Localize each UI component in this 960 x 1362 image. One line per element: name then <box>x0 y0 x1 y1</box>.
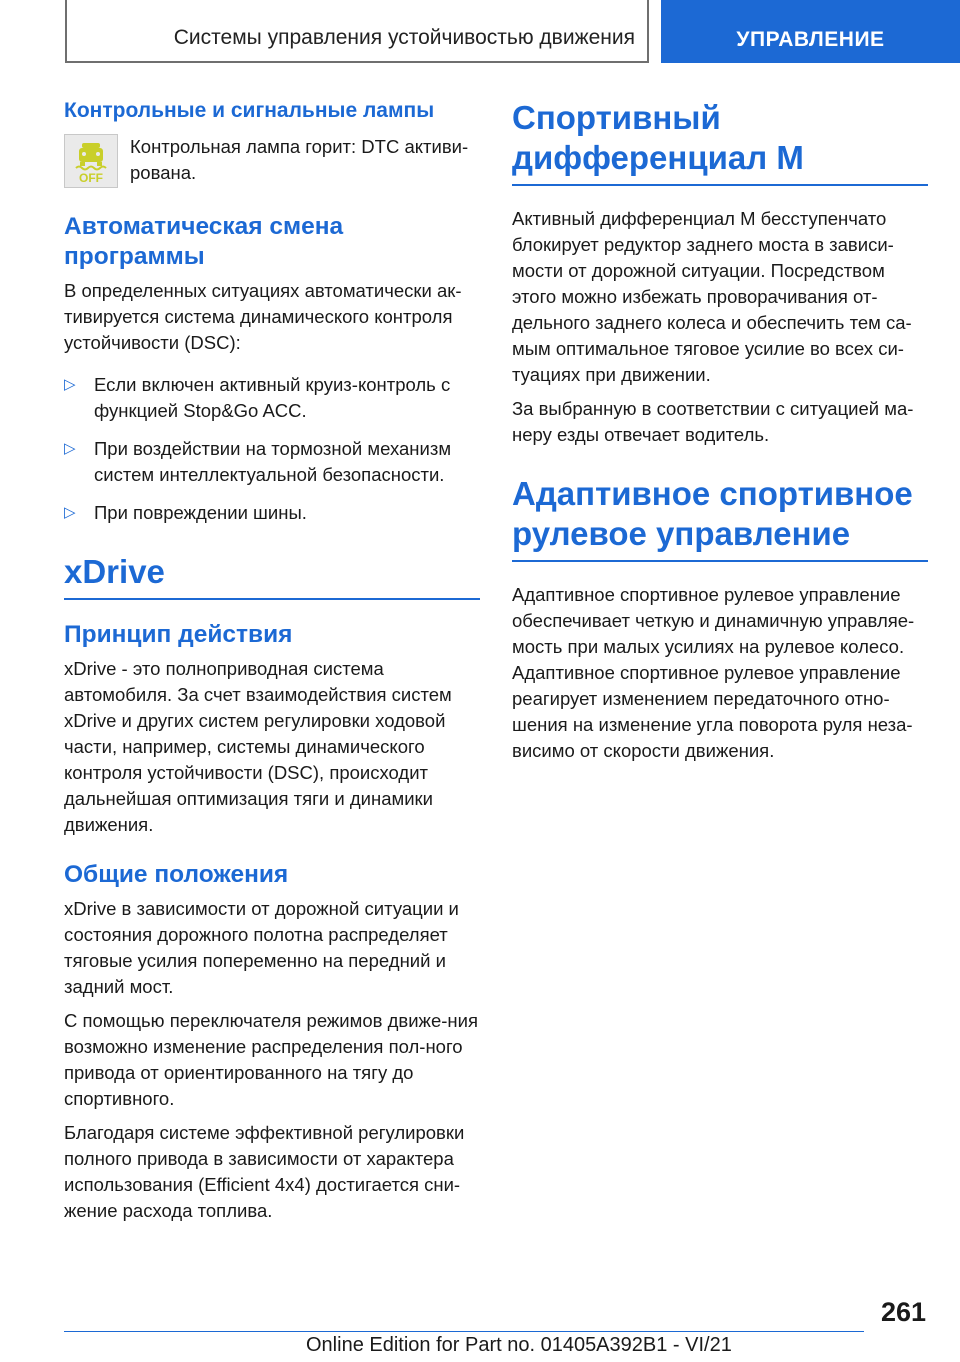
lamp-caption: OFF <box>79 171 103 185</box>
list-item: ▷ При воздействии на тормозной механизм систем интеллектуальной безопасности. <box>64 438 452 485</box>
auto-change-text: В определенных ситуациях автоматически ак-тивируется система динамического контроля устойчивости (DSC): <box>64 280 462 353</box>
lamp-description: Контрольная лампа горит: DTC активи-рована. <box>130 136 469 183</box>
right-column <box>512 98 928 772</box>
steering-text: Адаптивное спортивное рулевое управление обеспечивает четкую и динамичную управляе-мость при малых усилиях на рулевое колесо. Адаптивное спортивное рулевое управление реагирует изменением передаточного отно-шения на изменение угла поворота руля неза-висимо от скорости движения. <box>512 584 915 761</box>
sport-diff-paragraph: Активный дифференциал M бесступенчато блокирует редуктор заднего моста в зависи-мости от дорожной ситуации. Посредством этого можно избежать проворачивания от-дельного заднего колеса и обеспечить тем са-мым оптимальное тяговое усилие во всех си-туациях при движении. <box>512 208 912 385</box>
bullet-triangle-icon: ▷ <box>64 376 76 393</box>
chapter-tab-label: УПРАВЛЕНИЕ <box>736 28 885 51</box>
footer-rule <box>64 1331 864 1332</box>
heading-rule <box>64 598 480 600</box>
steering-heading: Адаптивное спортивное рулевое управление <box>512 475 913 552</box>
heading-rule <box>512 184 928 186</box>
left-column <box>64 98 480 1232</box>
running-header <box>65 0 649 63</box>
list-item: ▷ При повреждении шины. <box>64 500 480 526</box>
sport-diff-heading: Спортивный дифференциал M <box>512 99 804 176</box>
bullet-triangle-icon: ▷ <box>64 504 76 521</box>
section-title: Системы управления устойчивостью движения <box>173 26 635 49</box>
principle-text: xDrive - это полноприводная система автомобиля. За счет взаимодействия систем xDrive и других систем регулировки ходовой части, например, системы динамического контроля устойчивости (DSC), происходит дальнейшая оптимизация тяги и динамики движения. <box>64 658 452 835</box>
sport-diff-paragraph: За выбранную в соответствии с ситуацией ма-неру езды отвечает водитель. <box>512 398 914 445</box>
general-paragraph: xDrive в зависимости от дорожной ситуации и состояния дорожного полотна распределяет тяговые усилия попеременно на передний и задний мост. <box>64 898 459 997</box>
general-paragraph: Благодаря системе эффективной регулировки полного привода в зависимости от характера использования (Efficient 4x4) достигается сни-жение расхода топлива. <box>64 1122 465 1221</box>
general-paragraph: С помощью переключателя режимов движе-ния возможно изменение распределения пол-ного привода от ориентированного на тягу до спортивного. <box>64 1010 478 1109</box>
heading-rule <box>512 560 928 562</box>
lamp-row <box>64 134 480 188</box>
bullet-triangle-icon: ▷ <box>64 440 76 457</box>
auto-change-heading: Автоматическая смена программы <box>64 213 344 270</box>
list-item: ▷ Если включен активный круиз-контроль с функцией Stop&Go ACC. <box>64 374 451 421</box>
chapter-tab[interactable] <box>661 0 960 63</box>
auto-change-list <box>64 372 480 526</box>
lamps-heading: Контрольные и сигнальные лампы <box>64 99 435 122</box>
xdrive-heading: xDrive <box>64 553 165 590</box>
general-heading: Общие положения <box>64 861 289 888</box>
dtc-off-warning-lamp-icon <box>64 134 118 188</box>
principle-heading: Принцип действия <box>64 621 293 648</box>
edition-note: Online Edition for Part no. 01405A392B1 - VI/21 <box>306 1334 732 1356</box>
page-number: 261 <box>880 1297 926 1327</box>
